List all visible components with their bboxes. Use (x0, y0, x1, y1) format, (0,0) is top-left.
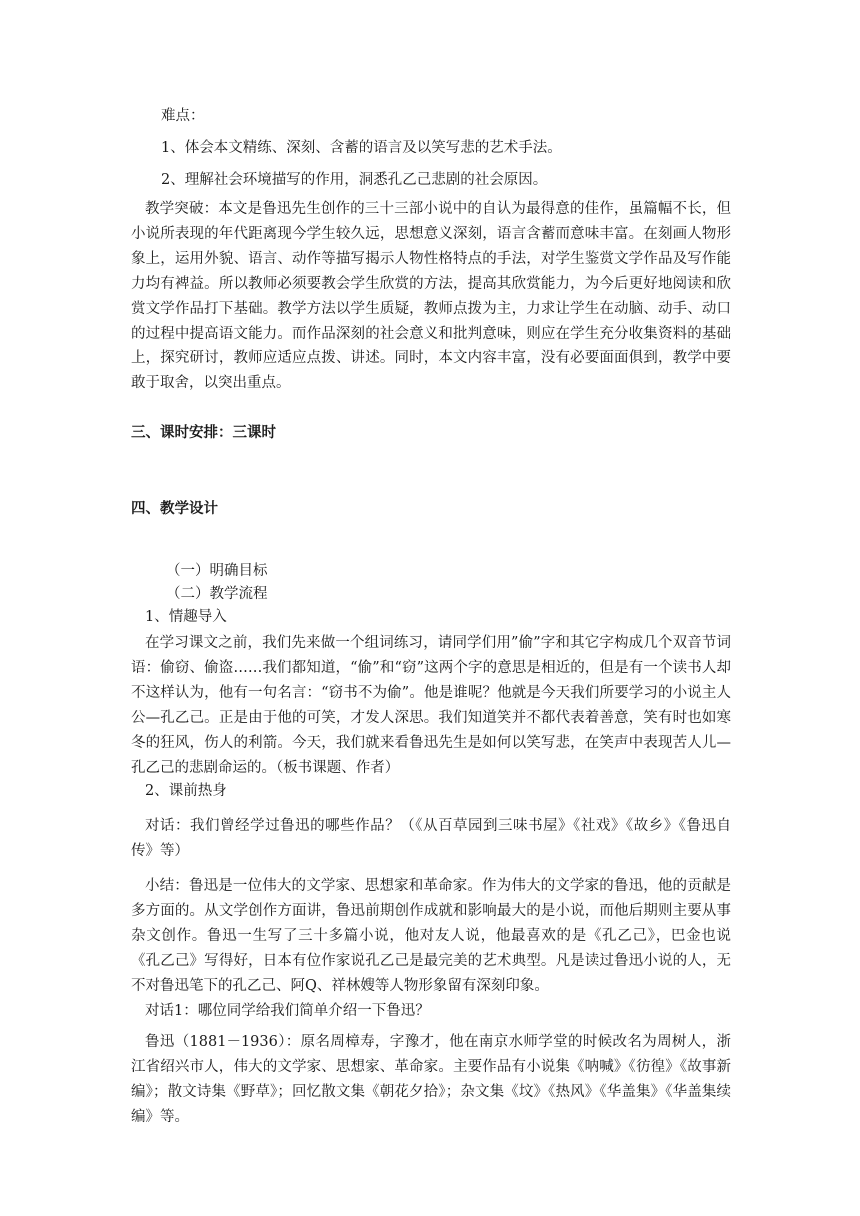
step-1-paragraph: 在学习课文之前，我们先来做一个组词练习，请同学们用”偷”字和其它字构成几个双音节词语：偷窃、偷盗……我们都知道，“偷”和“窃”这两个字的意思是相近的，但是有一个读书人却不这样认为，他有一句名言：“窃书不为偷”。他是谁呢？他就是今天我们所要学习的小说主人公—孔乙己。正是由于他的可笑，才发人深思。我们知道笑并不都代表着善意，笑有时也如寒冬的狂风，伤人的利箭。今天，我们就来看鲁迅先生是如何以笑写悲，在笑声中表现苦人儿—孔乙己的悲剧命运的。（板书课题、作者） (131, 635, 731, 776)
lu-xun-bio-paragraph: 鲁迅（1881－1936）：原名周樟寿，字豫才，他在南京水师学堂的时候改名为周树人，浙江省绍兴市人，伟大的文学家、思想家、革命家。主要作品有小说集《呐喊》《彷徨》《故事新编》；散文诗集《野草》；回忆散文集《朝花夕拾》；杂文集《坟》《热风》《华盖集》《华盖集续编》等。 (131, 1034, 731, 1125)
summary-paragraph: 小结：鲁迅是一位伟大的文学家、思想家和革命家。作为伟大的文学家的鲁迅，他的贡献是多方面的。从文学创作方面讲，鲁迅前期创作成就和影响最大的是小说，而他后期则主要从事杂文创作。鲁迅一生写了三十多篇小说，他对友人说，他最喜欢的是《孔乙己》，巴金也说《孔乙己》写得好，日本有位作家说孔乙己是最完美的艺术典型。凡是读过鲁迅小说的人，无不对鲁迅笔下的孔乙己、阿Q、祥林嫂等人物形象留有深刻印象。 (131, 878, 731, 994)
step-2-title: 2、课前热身 (145, 783, 227, 799)
subsection-objectives: （一）明确目标 (166, 563, 268, 579)
dialog-1-line: 对话1：哪位同学给我们简单介绍一下鲁迅？ (145, 1003, 430, 1019)
difficulty-item-1: 1、体会本文精练、深刻、含蓄的语言及以笑写悲的艺术手法。 (161, 140, 562, 156)
teaching-breakthrough-paragraph: 教学突破：本文是鲁迅先生创作的三十三部小说中的自认为最得意的佳作，虽篇幅不长，但小说所表现的年代距离现今学生较久远，思想意义深刻，语言含蓄而意味丰富。在刻画人物形象上，运用外貌、语言、动作等描写揭示人物性格特点的手法，对学生鉴赏文学作品及写作能力均有裨益。所以教师必须要教会学生欣赏的方法，提高其欣赏能力，为今后更好地阅读和欣赏文学作品打下基础。教学方法以学生质疑，教师点拨为主，力求让学生在动脑、动手、动口的过程中提高语文能力。而作品深刻的社会意义和批判意味，则应在学生充分收集资料的基础上，探究研讨，教师应适应点拨、讲述。同时，本文内容丰富，没有必要面面俱到，教学中要敢于取舍，以突出重点。 (131, 201, 731, 392)
section-heading-schedule: 三、课时安排：三课时 (131, 424, 276, 441)
difficulty-item-2: 2、理解社会环境描写的作用，洞悉孔乙己悲剧的社会原因。 (161, 172, 548, 188)
dialog-paragraph: 对话：我们曾经学过鲁迅的哪些作品？（《从百草园到三味书屋》《社戏》《故乡》《鲁迅自传》等） (131, 818, 731, 859)
difficulty-title: 难点： (161, 108, 205, 124)
step-1-title: 1、情趣导入 (145, 609, 227, 625)
subsection-process: （二）教学流程 (166, 586, 268, 602)
section-heading-design: 四、教学设计 (131, 500, 218, 517)
